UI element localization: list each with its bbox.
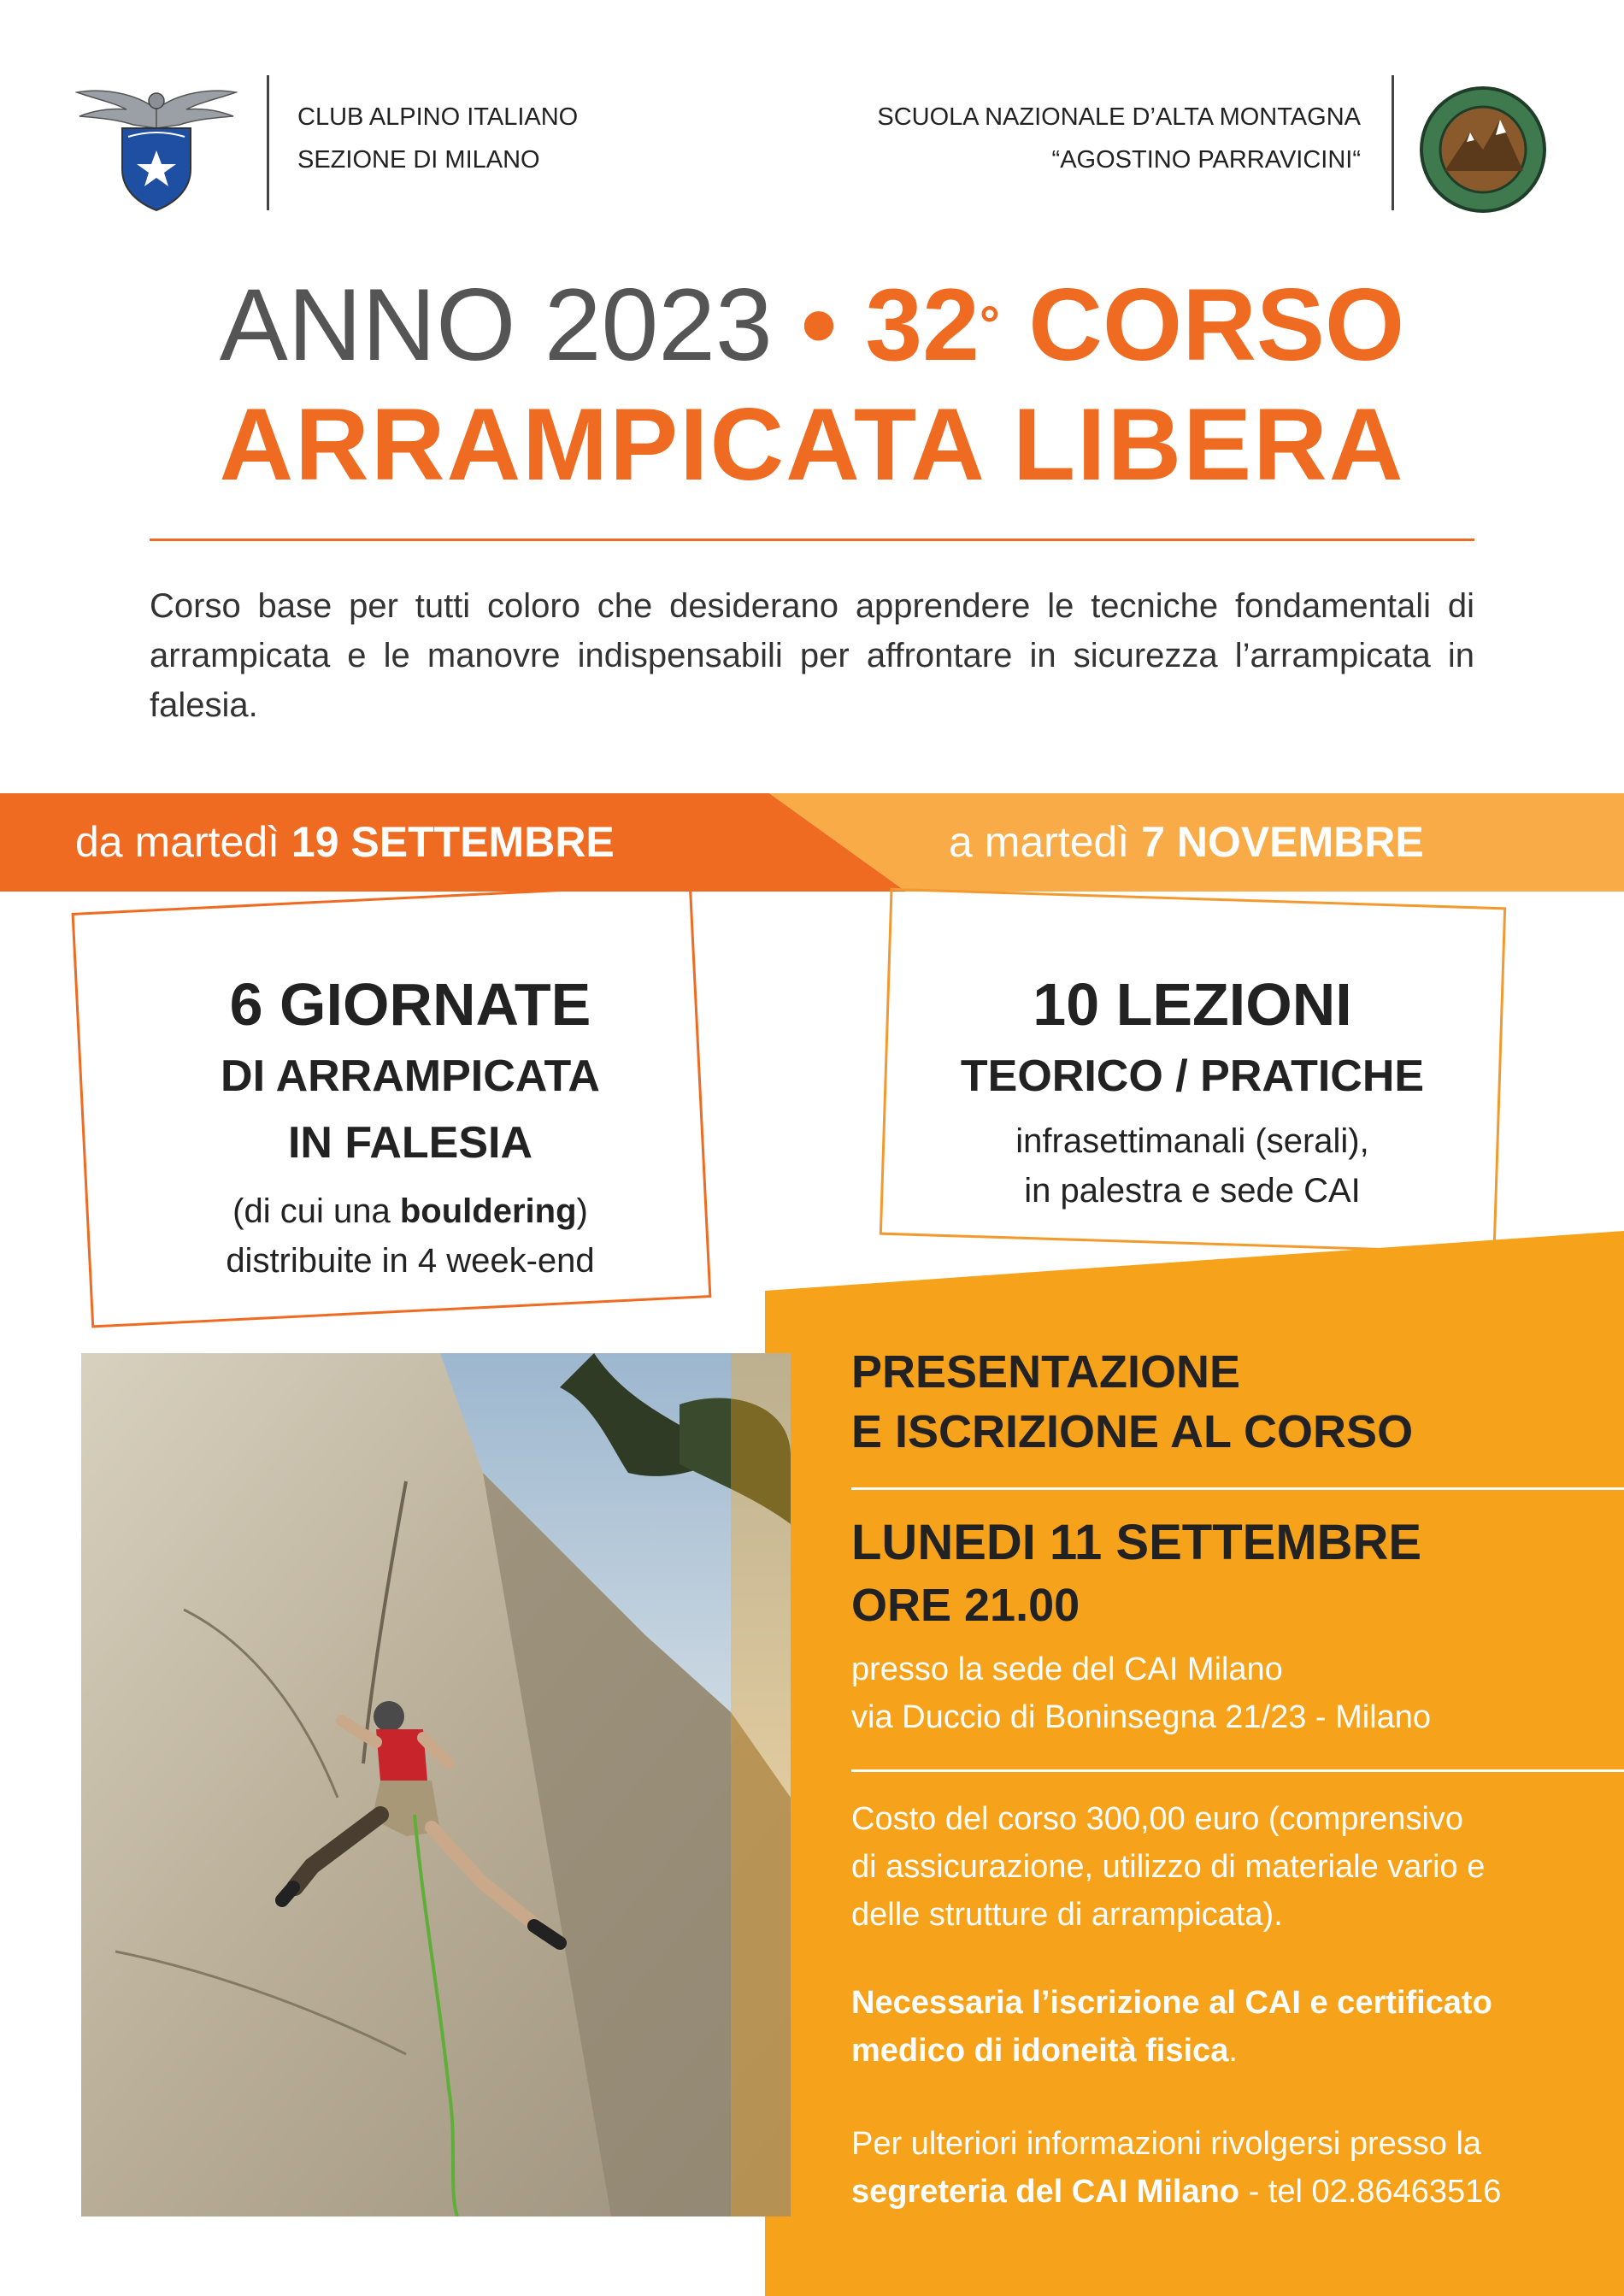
box-left-note-pre: (di cui una <box>232 1192 391 1230</box>
more-info-2-bold: segreteria del CAI Milano <box>851 2174 1240 2210</box>
requirements <box>851 1979 1492 2075</box>
start-date <box>75 793 615 892</box>
more-info <box>851 2120 1501 2216</box>
intro-paragraph: Corso base per tutti coloro che desiderano apprendere le tecniche fondamentali di arrampicata e le manovre indispensabili per affrontare in sicurezza l’arrampicata in falesia. <box>150 587 1474 724</box>
title-line-1 <box>0 265 1624 385</box>
requirements-1: Necessaria l’iscrizione al CAI e certificato <box>851 1985 1492 2021</box>
presentation-place-1: presso la sede del CAI Milano <box>851 1651 1283 1687</box>
start-date-prefix: da martedì <box>75 818 280 866</box>
requirements-2: medico di idoneità fisica <box>851 2033 1229 2069</box>
course-cost-1: Costo del corso 300,00 euro (comprensivo <box>851 1801 1464 1837</box>
school-logo <box>1419 85 1547 214</box>
more-info-2-line <box>851 2168 1501 2216</box>
box-left-content <box>81 966 739 1286</box>
box-left-note <box>81 1186 739 1236</box>
title-degree: ° <box>979 296 1000 353</box>
left-org-name <box>297 96 578 181</box>
more-info-2-rest: - tel 02.86463516 <box>1239 2174 1502 2210</box>
presentation-heading-2: E ISCRIZIONE AL CORSO <box>851 1406 1414 1457</box>
course-cost-3: delle strutture di arrampicata). <box>851 1897 1283 1933</box>
box-right-line3: infrasettimanali (serali), <box>1015 1122 1369 1160</box>
course-cost <box>851 1795 1485 1939</box>
box-right-headline: 10 LEZIONI <box>1033 971 1352 1038</box>
box-left-note-bold: bouldering <box>399 1192 577 1230</box>
climber-photo <box>81 1353 791 2217</box>
presentation-place <box>851 1645 1431 1741</box>
title-year: ANNO 2023 <box>219 268 773 382</box>
title-course-number: 32 <box>865 268 980 382</box>
box-right-line4: in palestra e sede CAI <box>1024 1172 1361 1210</box>
presentation-place-2: via Duccio di Boninsegna 21/23 - Milano <box>851 1699 1432 1735</box>
box-left-headline: 6 GIORNATE <box>229 971 591 1038</box>
title-line-2: ARRAMPICATA LIBERA <box>219 387 1405 502</box>
right-org-line2: “AGOSTINO PARRAVICINI“ <box>1051 146 1361 174</box>
left-org-line2: SEZIONE DI MILANO <box>297 146 540 174</box>
box-left-line2: DI ARRAMPICATA <box>221 1051 600 1101</box>
end-date <box>949 793 1424 892</box>
header-divider-right <box>1392 75 1394 210</box>
header-divider-left <box>267 75 269 210</box>
right-org-line1: SCUOLA NAZIONALE D’ALTA MONTAGNA <box>877 103 1361 131</box>
left-org-line1: CLUB ALPINO ITALIANO <box>297 103 579 131</box>
right-org-name <box>877 96 1361 181</box>
photo-overlay <box>731 1353 791 2217</box>
end-date-prefix: a martedì <box>949 818 1130 866</box>
more-info-1: Per ulteriori informazioni rivolgersi presso la <box>851 2126 1482 2162</box>
requirements-2-end: . <box>1228 2033 1238 2069</box>
title-divider <box>150 539 1474 541</box>
divider-2 <box>851 1769 1624 1772</box>
divider-1 <box>851 1487 1624 1490</box>
presentation-heading <box>851 1342 1413 1462</box>
course-cost-2: di assicurazione, utilizzo di materiale vario e <box>851 1849 1486 1885</box>
title-course-word: CORSO <box>1028 268 1405 382</box>
box-left-note-post: ) <box>576 1192 588 1230</box>
start-date-value: 19 SETTEMBRE <box>291 818 615 866</box>
box-right-content <box>863 966 1521 1216</box>
presentation-time: ORE 21.00 <box>851 1580 1080 1631</box>
end-date-value: 7 NOVEMBRE <box>1141 818 1424 866</box>
title-bullet: • <box>801 268 838 382</box>
box-right-line2: TEORICO / PRATICHE <box>960 1051 1425 1101</box>
presentation-heading-1: PRESENTAZIONE <box>851 1346 1241 1398</box>
box-left-line3: IN FALESIA <box>287 1118 533 1168</box>
presentation-date: LUNEDI 11 SETTEMBRE <box>851 1515 1422 1570</box>
box-left-note-line2: distribuite in 4 week-end <box>226 1242 595 1280</box>
cai-logo <box>75 75 238 212</box>
requirements-2-line <box>851 2027 1492 2075</box>
